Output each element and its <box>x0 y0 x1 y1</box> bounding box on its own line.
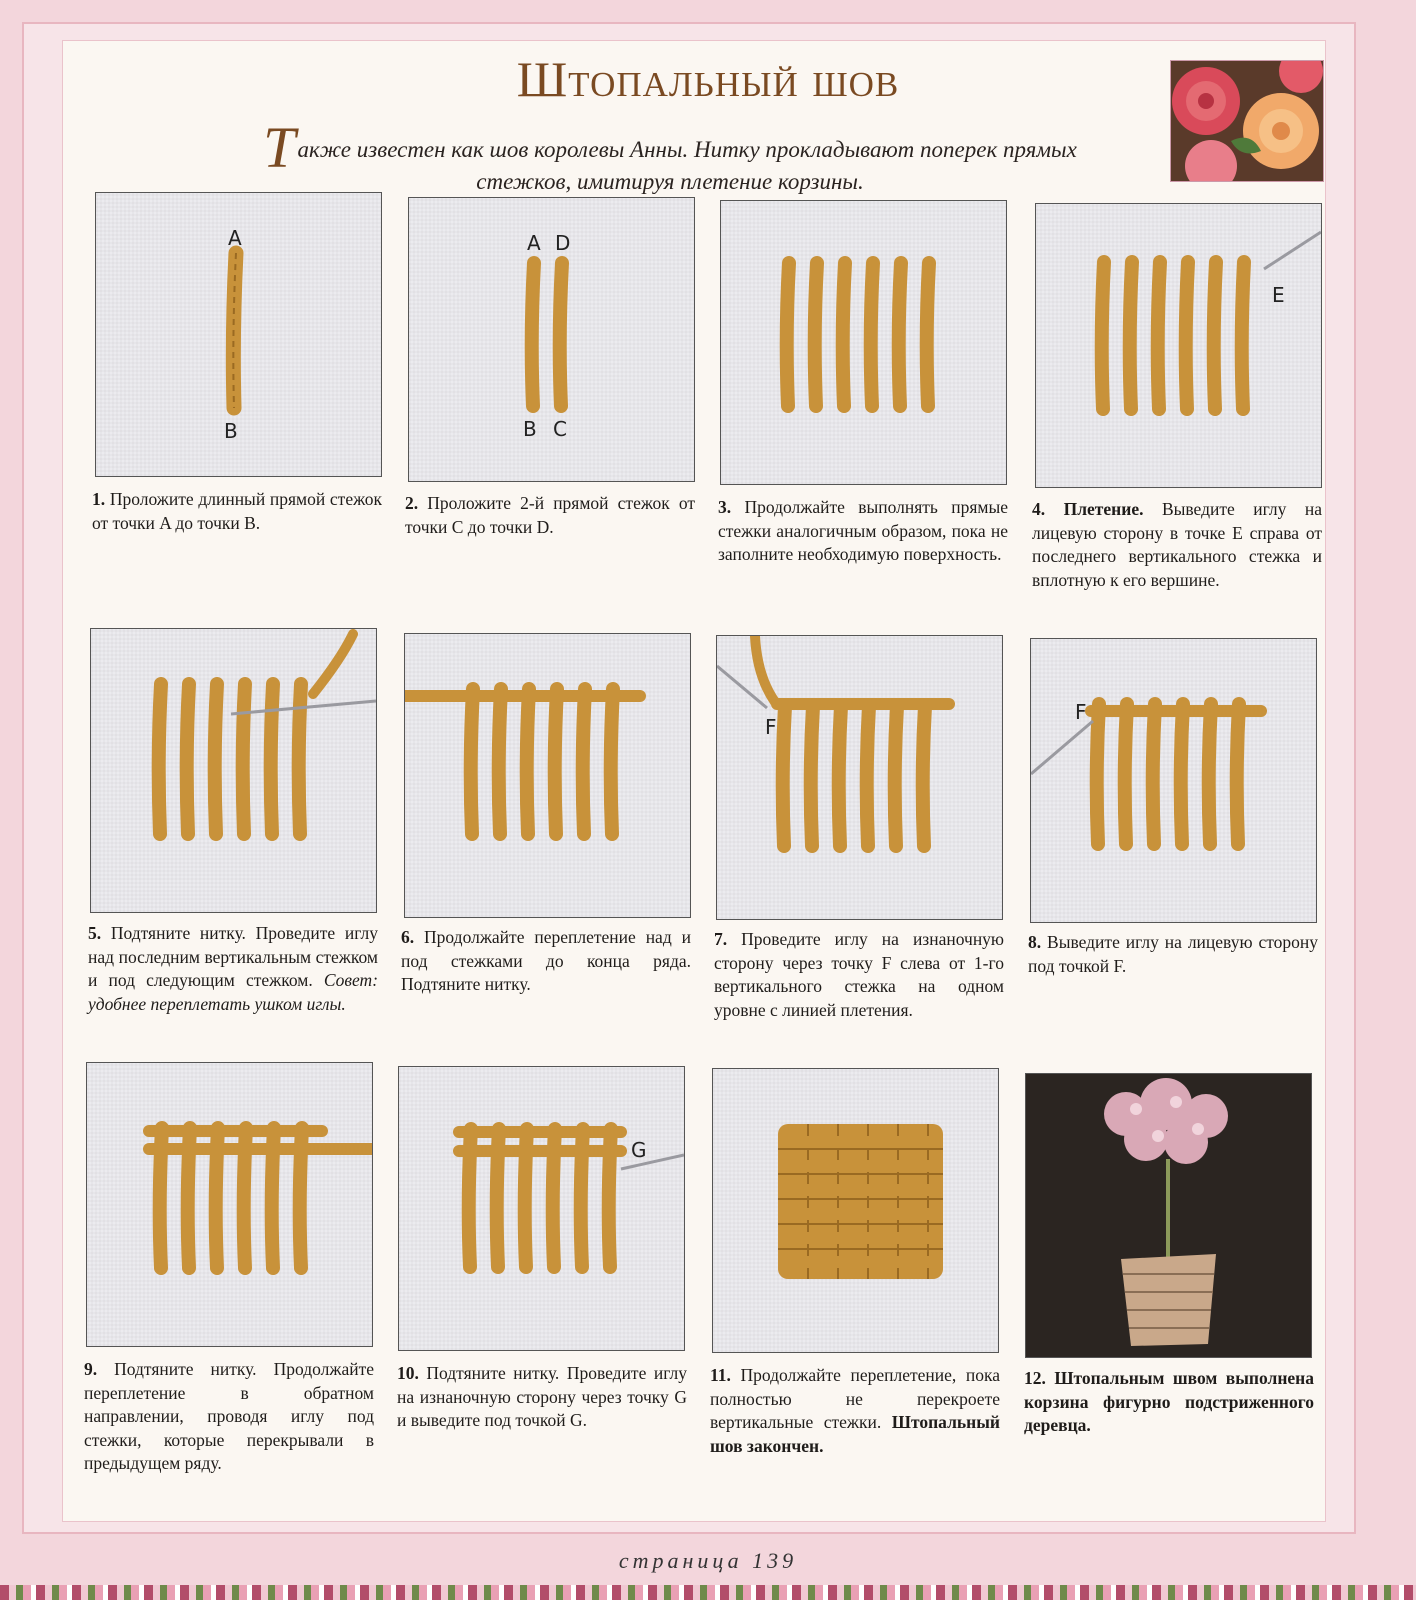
step-9-photo <box>86 1062 373 1347</box>
label-f: F <box>765 715 777 739</box>
step-1-caption: 1. Проложите длинный прямой стежок от точки A до точки B. <box>92 489 382 533</box>
subtitle-text: акже известен как шов королевы Анны. Нитку прокладывают поперек прямых стежков, имитируя плетение корзины. <box>297 137 1077 194</box>
page-number: страница 139 <box>618 1548 798 1573</box>
step-6-photo <box>404 633 691 918</box>
label-e: E <box>1272 283 1285 307</box>
step-4-caption: 4. Плетение. Выведите иглу на лицевую сторону в точке E справа от последнего вертикального стежка и вплотную к его вершине. <box>1032 499 1323 590</box>
step-11-caption: 11. Продолжайте переплетение, пока полностью не перекроете вертикальные стежки. Штопальный шов закончен. <box>710 1365 1000 1456</box>
step-4-photo <box>1035 203 1322 488</box>
step-5-caption: 5. Подтяните нитку. Проведите иглу над последним вертикальным стежком и под следующим стежком. Совет: удобнее переплетать ушком иглы. <box>88 923 379 1014</box>
label-d: D <box>555 231 571 255</box>
step-3-caption: 3. Продолжайте выполнять прямые стежки аналогичным образом, пока не заполните необходимую поверхность. <box>718 497 1009 564</box>
step-2-photo <box>408 197 695 482</box>
step-3-photo <box>720 200 1007 485</box>
step-6-caption: 6. Продолжайте переплетение над и под стежками до конца ряда. Подтяните нитку. <box>401 927 691 994</box>
step-7-caption: 7. Проведите иглу на изнаночную сторону через точку F слева от 1-го вертикального стежка на одном уровне с линией плетения. <box>714 929 1005 1020</box>
label-c: C <box>553 417 567 441</box>
drop-cap: Т <box>263 115 296 180</box>
step-9-caption: 9. Подтяните нитку. Продолжайте переплетение в обратном направлении, проводя иглу под стежки, которые перекрывали в предыдущем ряду. <box>84 1359 374 1473</box>
page-subtitle <box>250 115 1090 198</box>
page-title: Штопальный шов <box>516 51 900 107</box>
flowers-border <box>0 1585 1416 1600</box>
step-10-caption: 10. Подтяните нитку. Проведите иглу на изнаночную сторону через точку G и выведите под точкой G. <box>397 1363 687 1430</box>
label-b2: B <box>523 417 537 441</box>
label-b: B <box>224 419 238 443</box>
roses-photo <box>1170 60 1324 182</box>
step-12-caption: 12. Штопальным швом выполнена корзина фигурно подстриженного деревца. <box>1024 1368 1314 1435</box>
label-a2: A <box>527 231 541 255</box>
step-7-photo <box>716 635 1003 920</box>
step-8-caption: 8. Выведите иглу на лицевую сторону под точкой F. <box>1028 932 1318 976</box>
step-1-photo <box>95 192 382 477</box>
step-5-photo <box>90 628 377 913</box>
label-g: G <box>631 1138 647 1162</box>
step-10-photo <box>398 1066 685 1351</box>
label-a: A <box>228 226 242 250</box>
label-f2: F <box>1075 700 1087 724</box>
step-12-photo <box>1025 1073 1312 1358</box>
step-11-photo <box>712 1068 999 1353</box>
step-2-caption: 2. Проложите 2-й прямой стежок от точки C до точки D. <box>405 493 696 537</box>
step-8-photo <box>1030 638 1317 923</box>
